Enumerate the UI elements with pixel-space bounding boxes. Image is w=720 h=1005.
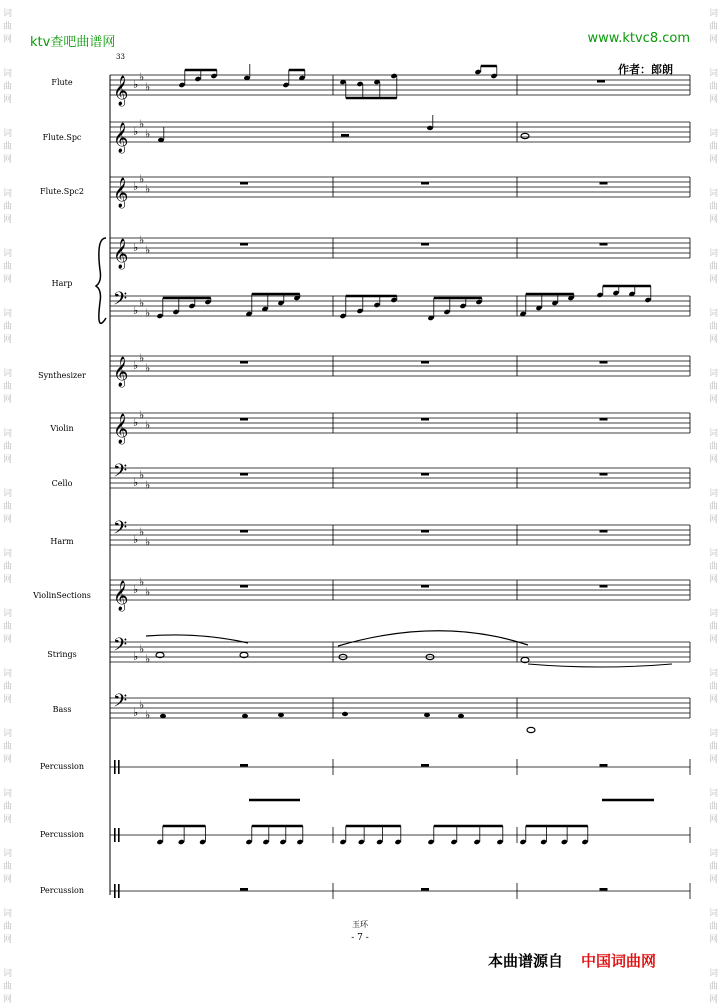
watermark-char: 网: [3, 95, 13, 105]
instrument-label-violin-sections: ViolinSections: [33, 591, 91, 600]
whole-rest: [240, 764, 248, 767]
watermark-char: 网: [3, 395, 13, 405]
watermark-char: 曲: [709, 742, 719, 752]
watermark-char: 网: [709, 455, 719, 465]
source-prefix: 本曲谱源自: [488, 952, 564, 970]
percussion-clef: [114, 884, 116, 898]
watermark-char: 词: [3, 549, 13, 559]
watermark-char: 词: [709, 249, 719, 259]
whole-rest: [240, 530, 248, 533]
percussion-clef: [114, 828, 116, 842]
whole-rest: [597, 80, 605, 83]
instrument-label-flute-spc2: Flute.Spc2: [40, 187, 84, 196]
strings-tie: [528, 664, 672, 667]
watermark-char: 曲: [709, 802, 719, 812]
bass-clef: 𝄢: [113, 461, 128, 486]
instrument-label-flute-spc: Flute.Spc: [42, 133, 82, 142]
whole-rest: [421, 418, 429, 421]
flat-sign: ♭: [133, 416, 139, 429]
treble-clef: 𝄞: [113, 414, 129, 444]
watermark-char: 网: [709, 995, 719, 1005]
watermark-char: 词: [709, 969, 719, 979]
flat-sign: ♭: [133, 78, 139, 91]
flat-sign: ♭: [133, 241, 139, 254]
bass-clef: 𝄢: [113, 518, 128, 543]
flat-sign: ♭: [139, 575, 145, 589]
watermark-char: 词: [3, 609, 13, 619]
watermark-char: 词: [3, 309, 13, 319]
watermark-char: 曲: [709, 262, 719, 272]
watermark-char: 词: [709, 69, 719, 79]
watermark-char: 网: [3, 815, 13, 825]
watermark-char: 网: [3, 575, 13, 585]
whole-rest: [600, 888, 608, 891]
watermark-char: 网: [3, 515, 13, 525]
watermark-char: 词: [3, 729, 13, 739]
whole-rest: [600, 243, 608, 246]
flat-sign: ♭: [139, 70, 145, 84]
watermark-char: 曲: [709, 202, 719, 212]
whole-rest: [421, 530, 429, 533]
flat-sign: ♭: [139, 408, 145, 422]
bass-note: [242, 714, 248, 718]
bass-note: [342, 712, 348, 716]
flat-sign: ♭: [133, 125, 139, 138]
flat-sign: ♭: [139, 172, 145, 186]
flat-sign: ♭: [139, 296, 145, 310]
watermark-char: 词: [709, 789, 719, 799]
flat-sign: ♭: [145, 243, 151, 257]
watermark-char: 网: [709, 875, 719, 885]
watermark-char: 词: [709, 849, 719, 859]
score-title: 玉环: [352, 920, 368, 929]
whole-rest: [240, 473, 248, 476]
whole-rest: [600, 585, 608, 588]
watermark-char: 曲: [709, 442, 719, 452]
instrument-label-bass: Bass: [52, 705, 72, 714]
watermark-char: 曲: [3, 562, 13, 572]
whole-rest: [240, 243, 248, 246]
whole-rest: [421, 888, 429, 891]
bass-clef: 𝄢: [113, 289, 128, 314]
watermark-char: 网: [3, 875, 13, 885]
whole-rest: [600, 361, 608, 364]
watermark-char: 网: [709, 95, 719, 105]
percussion-clef: [118, 760, 120, 774]
flat-sign: ♭: [145, 182, 151, 196]
percussion-clef: [118, 828, 120, 842]
watermark-char: 曲: [3, 262, 13, 272]
bass-note: [278, 713, 284, 717]
watermark-char: 曲: [3, 22, 13, 32]
watermark-char: 曲: [709, 142, 719, 152]
whole-rest: [240, 585, 248, 588]
watermark-char: 曲: [709, 922, 719, 932]
watermark-char: 网: [3, 695, 13, 705]
flat-sign: ♭: [133, 180, 139, 193]
watermark-char: 曲: [709, 622, 719, 632]
flat-sign: ♭: [145, 361, 151, 375]
watermark-char: 词: [709, 669, 719, 679]
flat-sign: ♭: [145, 306, 151, 320]
whole-rest: [600, 418, 608, 421]
flat-sign: ♭: [133, 650, 139, 663]
watermark-char: 网: [709, 215, 719, 225]
watermark-char: 词: [709, 909, 719, 919]
watermark-char: 网: [3, 455, 13, 465]
watermark-char: 曲: [3, 922, 13, 932]
bass-whole-note: [527, 727, 535, 732]
flat-sign: ♭: [139, 351, 145, 365]
source-note: [488, 950, 656, 971]
watermark-char: 网: [3, 335, 13, 345]
flat-sign: ♭: [145, 478, 151, 492]
flat-sign: ♭: [145, 127, 151, 141]
flute-spc-note: [427, 126, 433, 130]
watermark-char: 网: [709, 695, 719, 705]
watermark-char: 网: [3, 275, 13, 285]
watermark-char: 曲: [709, 382, 719, 392]
watermark-char: 网: [3, 155, 13, 165]
flat-sign: ♭: [133, 706, 139, 719]
page-number: - 7 -: [351, 933, 369, 943]
watermark-char: 曲: [3, 502, 13, 512]
flat-sign: ♭: [139, 117, 145, 131]
whole-rest: [421, 473, 429, 476]
whole-rest: [240, 888, 248, 891]
watermark-char: 网: [709, 275, 719, 285]
watermark-char: 网: [3, 995, 13, 1005]
site-url-right: www.ktvc8.com: [587, 31, 690, 46]
flat-sign: ♭: [145, 535, 151, 549]
watermark-char: 曲: [709, 562, 719, 572]
percussion-clef: [114, 760, 116, 774]
treble-clef: 𝄞: [113, 178, 129, 208]
instrument-label-percussion-1: Percussion: [40, 762, 84, 771]
instrument-label-violin: Violin: [50, 424, 74, 433]
whole-rest: [421, 585, 429, 588]
watermark-char: 曲: [3, 202, 13, 212]
watermark-char: 词: [3, 969, 13, 979]
flat-sign: ♭: [139, 698, 145, 712]
watermark-char: 曲: [709, 22, 719, 32]
watermark-char: 词: [3, 789, 13, 799]
watermark-char: 曲: [3, 802, 13, 812]
flat-sign: ♭: [139, 642, 145, 656]
site-name-left: ktv查吧曲谱网: [30, 35, 116, 50]
strings-slur: [338, 631, 528, 646]
whole-rest: [240, 361, 248, 364]
instrument-label-percussion-2: Percussion: [40, 830, 84, 839]
watermark-char: 曲: [3, 322, 13, 332]
instrument-label-synthesizer: Synthesizer: [38, 371, 86, 380]
watermark-char: 词: [709, 369, 719, 379]
watermark-char: 网: [3, 215, 13, 225]
flat-sign: ♭: [133, 359, 139, 372]
whole-rest: [600, 182, 608, 185]
instrument-label-strings: Strings: [47, 650, 77, 659]
whole-rest: [421, 182, 429, 185]
watermark-char: 词: [709, 129, 719, 139]
flute-note: [244, 76, 250, 80]
watermark-char: 网: [709, 575, 719, 585]
watermark-char: 网: [709, 335, 719, 345]
watermark-char: 网: [709, 395, 719, 405]
flat-sign: ♭: [139, 525, 145, 539]
watermark-char: 词: [3, 9, 13, 19]
bass-clef: 𝄢: [113, 635, 128, 660]
instrument-label-flute: Flute: [51, 78, 73, 87]
watermark-char: 词: [709, 189, 719, 199]
whole-rest: [421, 243, 429, 246]
flat-sign: ♭: [145, 652, 151, 666]
watermark-char: 网: [709, 35, 719, 45]
watermark-char: 网: [709, 635, 719, 645]
watermark-char: 曲: [3, 742, 13, 752]
watermark-char: 网: [3, 635, 13, 645]
instrument-label-percussion-3: Percussion: [40, 886, 84, 895]
watermark-char: 网: [709, 755, 719, 765]
watermark-char: 曲: [3, 682, 13, 692]
treble-clef: 𝄞: [113, 123, 129, 153]
watermark-char: 词: [3, 369, 13, 379]
watermark-char: 曲: [709, 322, 719, 332]
watermark-char: 词: [709, 489, 719, 499]
whole-rest: [600, 530, 608, 533]
flat-sign: ♭: [139, 233, 145, 247]
whole-rest: [240, 182, 248, 185]
half-rest: [341, 134, 349, 137]
watermark-char: 曲: [709, 82, 719, 92]
watermark-char: 词: [709, 309, 719, 319]
watermark-char: 词: [3, 489, 13, 499]
whole-rest: [600, 473, 608, 476]
flat-sign: ♭: [145, 418, 151, 432]
flat-sign: ♭: [145, 585, 151, 599]
watermark-char: 曲: [3, 862, 13, 872]
watermark-char: 网: [709, 515, 719, 525]
watermark-char: 曲: [3, 82, 13, 92]
flat-sign: ♭: [133, 476, 139, 489]
watermark-char: 网: [3, 935, 13, 945]
watermark-char: 词: [3, 669, 13, 679]
harp-brace: [96, 238, 106, 323]
treble-clef: 𝄞: [113, 357, 129, 387]
measure-number: 33: [116, 53, 125, 61]
watermark-char: 网: [709, 155, 719, 165]
watermark-char: 曲: [3, 142, 13, 152]
watermark-char: 词: [3, 849, 13, 859]
watermark-char: 词: [3, 429, 13, 439]
flat-sign: ♭: [133, 583, 139, 596]
instrument-label-harp: Harp: [51, 279, 73, 288]
watermark-char: 网: [3, 755, 13, 765]
instrument-label-harm: Harm: [50, 537, 74, 546]
percussion-clef: [118, 884, 120, 898]
watermark-char: 曲: [709, 862, 719, 872]
flat-sign: ♭: [133, 304, 139, 317]
source-site: 中国词曲网: [581, 952, 657, 970]
whole-rest: [421, 764, 429, 767]
flat-sign: ♭: [145, 80, 151, 94]
instrument-label-cello: Cello: [51, 479, 73, 488]
watermark-char: 词: [709, 729, 719, 739]
flute-spc-note: [158, 138, 164, 142]
watermark-char: 曲: [3, 982, 13, 992]
bass-note: [424, 713, 430, 717]
watermark-char: 曲: [709, 982, 719, 992]
watermark-char: 词: [709, 9, 719, 19]
treble-clef: 𝄞: [113, 239, 129, 269]
flat-sign: ♭: [133, 533, 139, 546]
bass-note: [458, 714, 464, 718]
watermark-char: 词: [709, 549, 719, 559]
watermark-char: 词: [3, 69, 13, 79]
whole-rest: [421, 361, 429, 364]
watermark-char: 曲: [3, 622, 13, 632]
watermark-char: 曲: [709, 682, 719, 692]
watermark-char: 网: [3, 35, 13, 45]
treble-clef: 𝄞: [113, 76, 129, 106]
watermark-char: 词: [3, 189, 13, 199]
watermark-char: 词: [3, 909, 13, 919]
watermark-char: 网: [709, 815, 719, 825]
watermark-char: 曲: [709, 502, 719, 512]
watermark-char: 曲: [3, 382, 13, 392]
flat-sign: ♭: [139, 468, 145, 482]
watermark-char: 词: [709, 609, 719, 619]
bass-clef: 𝄢: [113, 691, 128, 716]
author-credit: 作者：郎朗: [618, 63, 673, 76]
bass-note: [160, 714, 166, 718]
whole-rest: [600, 764, 608, 767]
watermark-char: 词: [709, 429, 719, 439]
treble-clef: 𝄞: [113, 581, 129, 611]
watermark-char: 网: [709, 935, 719, 945]
whole-rest: [240, 418, 248, 421]
watermark-char: 词: [3, 249, 13, 259]
watermark-char: 词: [3, 129, 13, 139]
watermark-char: 曲: [3, 442, 13, 452]
flat-sign: ♭: [145, 708, 151, 722]
flute-spc-whole-note: [521, 133, 529, 138]
